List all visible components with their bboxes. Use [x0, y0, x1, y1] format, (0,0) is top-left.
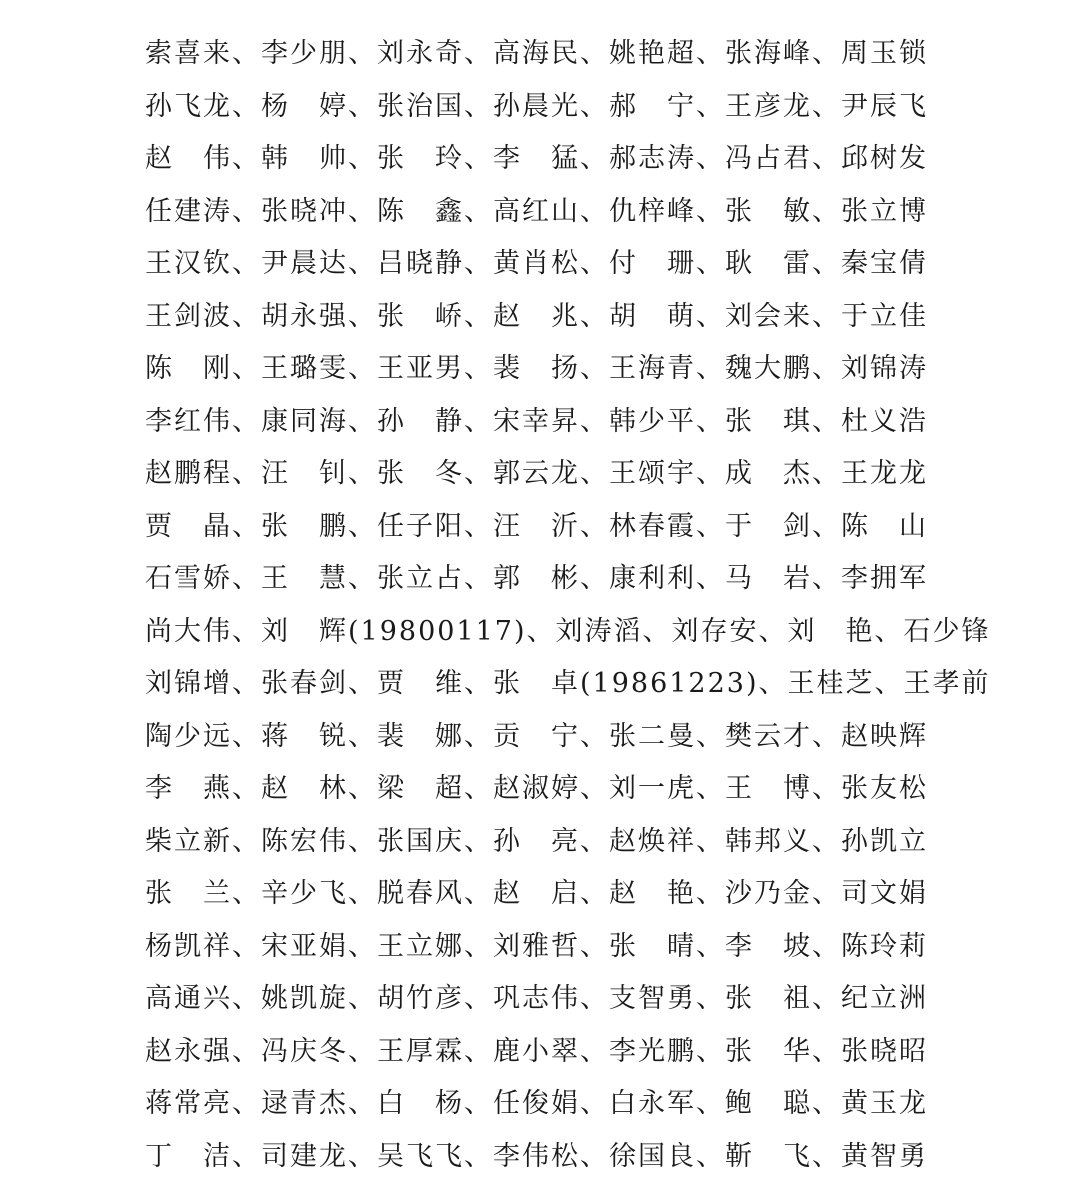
name-list-line: 李红伟、康同海、孙 静、宋幸昇、韩少平、张 琪、杜义浩	[145, 405, 928, 437]
name-list-line: 张 兰、辛少飞、脱春风、赵 启、赵 艳、沙乃金、司文娟	[145, 878, 928, 909]
name-list-line: 杨凯祥、宋亚娟、王立娜、刘雅哲、张 晴、李 坡、陈玲莉	[145, 930, 928, 962]
name-list-line: 贾 晶、张 鹏、任子阳、汪 沂、林春霞、于 剑、陈 山	[145, 510, 928, 542]
name-list-line: 丁 洁、司建龙、吴飞飞、李伟松、徐国良、靳 飞、黄智勇	[145, 1140, 928, 1172]
name-list-line: 陶少远、蒋 锐、裴 娜、贡 宁、张二曼、樊云才、赵映辉	[145, 720, 928, 752]
name-list-line: 王剑波、胡永强、张 峤、赵 兆、胡 萌、刘会来、于立佳	[145, 300, 928, 332]
name-list-line: 蒋常亮、逯青杰、白 杨、任俊娟、白永军、鲍 聪、黄玉龙	[145, 1088, 928, 1119]
name-list	[145, 28, 991, 1183]
name-list-line: 柴立新、陈宏伟、张国庆、孙 亮、赵焕祥、韩邦义、孙凯立	[145, 825, 928, 857]
name-list-line: 王汉钦、尹晨达、吕晓静、黄肖松、付 珊、耿 雷、秦宝倩	[145, 248, 928, 279]
name-list-line: 高通兴、姚凯旋、胡竹彦、巩志伟、支智勇、张 祖、纪立洲	[145, 983, 928, 1014]
name-list-line: 石雪娇、王 慧、张立占、郭 彬、康利利、马 岩、李拥军	[145, 563, 928, 594]
name-list-line: 孙飞龙、杨 婷、张治国、孙晨光、郝 宁、王彦龙、尹辰飞	[145, 90, 928, 122]
name-list-line: 赵鹏程、汪 钊、张 冬、郭云龙、王颂宇、成 杰、王龙龙	[145, 458, 928, 489]
name-list-line: 尚大伟、刘 辉(19800117)、刘涛滔、刘存安、刘 艳、石少锋	[145, 615, 991, 647]
name-list-line: 陈 刚、王璐雯、王亚男、裴 扬、王海青、魏大鹏、刘锦涛	[145, 353, 928, 384]
name-list-line: 任建涛、张晓冲、陈 鑫、高红山、仇梓峰、张 敏、张立博	[145, 195, 928, 227]
name-list-line: 刘锦增、张春剑、贾 维、张 卓(19861223)、王桂芝、王孝前	[145, 668, 991, 699]
name-list-line: 赵 伟、韩 帅、张 玲、李 猛、郝志涛、冯占君、邱树发	[145, 143, 928, 174]
name-list-line: 李 燕、赵 林、梁 超、赵淑婷、刘一虎、王 博、张友松	[145, 773, 928, 804]
name-list-line: 赵永强、冯庆冬、王厚霖、鹿小翠、李光鹏、张 华、张晓昭	[145, 1035, 928, 1067]
name-list-line: 索喜来、李少朋、刘永奇、高海民、姚艳超、张海峰、周玉锁	[145, 38, 928, 69]
